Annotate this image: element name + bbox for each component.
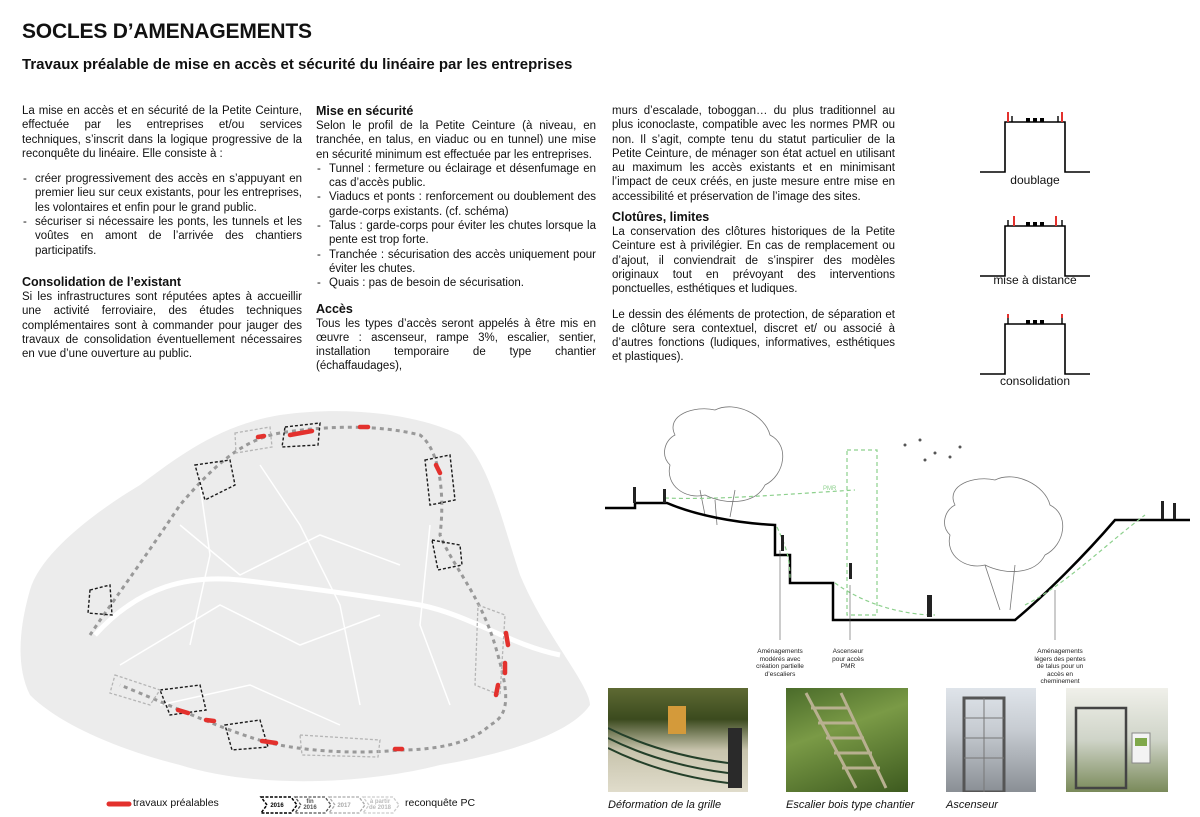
person-silhouette [668, 706, 686, 734]
list-item: - Viaducs et ponts : renforcement ou doublement des garde-corps existants. (cf. schéma) [316, 190, 596, 219]
clotures-paragraph: La conservation des clôtures historiques de la Petite Ceinture est à privilégier. En cas de remplacement ou d’ajout, il conviendrait de s’inspirer des modèles originaux tout en prévoyant des interventions ponctuelles, esthétiques et ludiques. [612, 226, 895, 296]
photo-ascenseur-1 [946, 688, 1036, 792]
section-heading-acces: Accès [316, 301, 353, 316]
trees-right [945, 477, 1063, 610]
legend-label-works: travaux préalables [133, 797, 219, 809]
caption-grille: Déformation de la grille [608, 799, 722, 811]
legend-year-2018: à partir de 2018 [368, 799, 392, 811]
list-item: - Talus : garde-corps pour éviter les chutes lorsque la pente est trop forte. [316, 219, 596, 248]
site-cross-section [605, 405, 1190, 685]
list-item: - sécuriser si nécessaire les ponts, les tunnels et les voûtes en amont de l’arrivée des chantiers participatifs. [22, 215, 302, 258]
profile-consolidation [980, 314, 1090, 374]
photo-escalier [786, 688, 908, 792]
photo-grille [608, 688, 748, 792]
profile-label-mise-a-distance: mise à distance [993, 273, 1077, 287]
annotation-talus: Aménagements légers des pentes de talus pour un accès en cheminement [1034, 648, 1086, 685]
intro-paragraph: La mise en accès et en sécurité de la Petite Ceinture, effectuée par les entreprises et/ou services techniques, s’inscrit dans la logique progressive de la reconquête du linéaire. Elle consiste à : [22, 105, 302, 160]
acces-paragraph-continued: murs d’escalade, toboggan… du plus traditionnel au plus iconoclaste, compatible avec les normes PMR ou non. Il s’agit, compte tenu du statut particulier de la Petite Ceinture, de ménager son état actuel en utilisant au maximum les accès existants et en minimisant l’impact de ceux créés, en juste mesure entre mise en accessibilité et préservation de l’image des sites. [612, 105, 895, 203]
section-heading-securite: Mise en sécurité [316, 104, 414, 118]
pmr-path-lines [665, 450, 1145, 615]
list-item: - Tranchée : sécurisation des accès uniquement pour éviter les chutes. [316, 248, 596, 277]
text-column-3 [612, 104, 895, 376]
section-heading-clotures: Clotûres, limites [612, 210, 710, 225]
pmr-label: PMR [823, 486, 837, 492]
caption-ascenseur: Ascenseur [946, 799, 998, 811]
profile-doublage [980, 112, 1090, 172]
section-heading-consolidation: Consolidation de l’existant [22, 274, 182, 289]
profile-label-doublage: doublage [1010, 173, 1060, 187]
caption-escalier: Escalier bois type chantier [786, 799, 915, 811]
text-column-1 [22, 104, 302, 372]
paris-outline [21, 411, 590, 781]
guardrail-profiles-diagram [980, 100, 1090, 400]
profile-mise-a-distance [980, 216, 1090, 276]
text-column-2 [316, 104, 596, 385]
terrain-profile [605, 503, 1190, 620]
page-subtitle: Travaux préalable de mise en accès et sécurité du linéaire par les entreprises [22, 56, 573, 73]
acces-paragraph: Tous les types d’accès seront appelés à être mis en œuvre : ascenseur, rampe 3%, escalier, sentier, installation temporaire de type chantier (échaffaudages), [316, 317, 596, 373]
photo-ascenseur-2-drawing [1066, 688, 1168, 792]
list-item: - Tunnel : fermeture ou éclairage et désenfumage en cas d’accès public. [316, 162, 596, 191]
profile-label-consolidation: consolidation [999, 374, 1071, 388]
photo-ascenseur-1-drawing [946, 688, 1036, 792]
annotation-ascenseur: Ascenseur pour accès PMR [832, 648, 864, 670]
legend-year-fin-2016: fin 2016 [303, 799, 317, 811]
securite-paragraph: Selon le profil de la Petite Ceinture (à niveau, en tranchée, en talus, en viaduc ou en tunnel) une mise en sécurité minimum est effectuée par les entreprises. [316, 120, 596, 161]
legend-year-2016: 2016 [270, 803, 284, 809]
legend-label-reconquest: reconquête PC [405, 797, 476, 809]
annotation-leaders [780, 550, 1055, 640]
list-item: - Quais : pas de besoin de sécurisation. [316, 276, 596, 290]
photo-escalier-drawing [786, 688, 908, 792]
intro-list [22, 172, 302, 258]
page-title: SOCLES D’AMENAGEMENTS [22, 20, 312, 43]
consolidation-paragraph: Si les infrastructures sont réputées aptes à accueillir une activité ferroviaire, des études techniques complémentaires sont à commander pour jauger des travaux de consolidation éventuellement nécessaires en vue d’une ouverture au public. [22, 290, 302, 361]
list-item: - créer progressivement des accès en s’appuyant en premier lieu sur ceux existants, pour les entreprises, les volontaires et enfin pour le grand public. [22, 172, 302, 215]
people-silhouettes [633, 487, 1176, 617]
securite-list [316, 162, 596, 291]
petite-ceinture-map [0, 405, 600, 817]
annotation-escaliers: Aménagements modérés avec création partielle d’escaliers [756, 648, 804, 678]
photo-ascenseur-2 [1066, 688, 1168, 792]
birds [904, 439, 962, 462]
photo-grille-drawing [608, 688, 748, 792]
trees-left [665, 407, 783, 525]
legend-year-2017: 2017 [337, 803, 351, 809]
protection-paragraph: Le dessin des éléments de protection, de séparation et de clôture sera contextuel, discret et/ ou associé à d’autres fonctions (ludiques, informatives, esthétiques et plastiques). [612, 308, 895, 364]
